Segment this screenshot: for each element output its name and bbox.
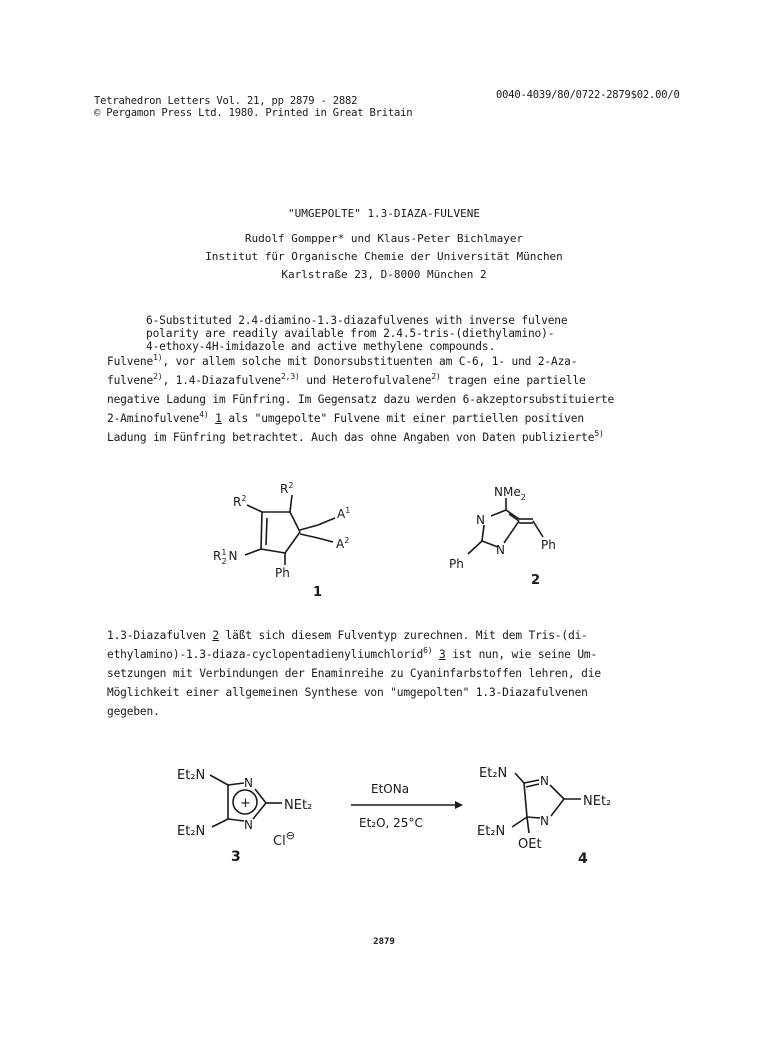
- s3-chloride: Cl⊖: [273, 829, 295, 849]
- bond: [491, 510, 506, 516]
- bond: [515, 773, 524, 783]
- compound-label-1: 1: [313, 585, 323, 600]
- ref: 2): [431, 372, 441, 381]
- s4-oet: OEt: [518, 837, 542, 852]
- authors: Rudolf Gompper* und Klaus-Peter Bichlmayer: [244, 232, 524, 245]
- text: , vor allem solche mit Donorsubstituenten am C-6, 1- und 2-Aza-: [162, 355, 578, 368]
- paragraph-1: [107, 352, 614, 447]
- ref: 6): [423, 646, 433, 655]
- s4-et2n-bottom: Et₂N: [477, 824, 506, 839]
- bond: [300, 525, 318, 530]
- bond: [533, 521, 543, 537]
- reagent: EtONa: [371, 782, 410, 796]
- ref: 2): [153, 372, 163, 381]
- bond: [526, 784, 539, 787]
- s2-nme2: NMe$_2$: [494, 485, 526, 502]
- abstract-line-3: 4-ethoxy-4H-imidazole and active methylene compounds.: [146, 340, 496, 353]
- compound-ref: 1: [215, 412, 222, 425]
- article-code: 0040-4039/80/0722-2879$02.00/0: [496, 89, 680, 101]
- text: gegeben.: [107, 705, 160, 718]
- s2-ph-left: Ph: [449, 557, 464, 571]
- ref: 2,3): [281, 372, 300, 381]
- institute: Institut für Organische Chemie der Universität München: [205, 250, 563, 263]
- s1-a1: $A^1$: [337, 506, 351, 521]
- s3-plus-charge: +: [240, 796, 251, 811]
- structures-top: [0, 470, 768, 600]
- compound-label-4: 4: [578, 851, 588, 867]
- s1-a2: $A^2$: [336, 536, 350, 551]
- text: als "umgepolte" Fulvene mit einer partiellen positiven: [221, 412, 584, 425]
- bond: [290, 495, 292, 512]
- s3-n-top: N: [244, 776, 253, 790]
- s3-net2: NEt₂: [284, 798, 313, 813]
- copyright-line: © Pergamon Press Ltd. 1980. Printed in Great Britain: [94, 107, 413, 119]
- bond: [527, 817, 529, 833]
- text: tragen eine partielle: [440, 374, 586, 387]
- compound-label-2: 2: [531, 573, 541, 588]
- s3-et2n-bottom: Et₂N: [177, 824, 206, 839]
- bond: [212, 819, 228, 827]
- bond: [285, 532, 300, 553]
- bond: [524, 780, 539, 783]
- bond: [228, 819, 244, 821]
- compound-ref: 2: [212, 629, 219, 642]
- bond: [245, 549, 261, 555]
- bond: [318, 518, 335, 525]
- paragraph-2: [107, 626, 601, 721]
- text: Möglichkeit einer allgemeinen Synthese von "umgepolten" 1.3-Diazafulvenen: [107, 686, 588, 699]
- s3-n-bottom: N: [244, 818, 253, 832]
- text: ethylamino)-1.3-diaza-cyclopentadienyliumchlorid: [107, 648, 424, 661]
- text: ist nun, wie seine Um-: [445, 648, 598, 661]
- compound-label-3: 3: [231, 849, 241, 865]
- bond: [210, 775, 228, 785]
- s4-net2: NEt₂: [583, 794, 612, 809]
- bond: [504, 521, 519, 543]
- reaction-scheme: [0, 755, 768, 885]
- bond: [551, 799, 564, 816]
- s4-n-bottom: N: [540, 814, 549, 828]
- s1-r1-amine: $R^1$ 2 N: [213, 548, 238, 566]
- bond: [524, 783, 527, 817]
- bond: [290, 512, 300, 532]
- bond: [468, 541, 482, 554]
- text: 2-Aminofulvene: [107, 412, 200, 425]
- s1-ph: Ph: [275, 566, 290, 580]
- s2-ph-right: Ph: [541, 538, 556, 552]
- structure-1: [245, 495, 335, 565]
- article-title: "UMGEPOLTE" 1.3-DIAZA-FULVENE: [287, 207, 481, 220]
- text: negative Ladung im Fünfring. Im Gegensatz dazu werden 6-akzeptorsubstituierte: [107, 393, 615, 406]
- bond: [228, 783, 244, 785]
- journal-line: Tetrahedron Letters Vol. 21, pp 2879 - 2882: [94, 95, 358, 107]
- bond: [247, 505, 262, 512]
- s4-n-top: N: [540, 774, 549, 788]
- text: 1.3-Diazafulven: [107, 629, 213, 642]
- bond: [266, 518, 267, 545]
- arrow-head: [455, 801, 463, 809]
- abstract: [146, 301, 567, 353]
- bond: [253, 803, 266, 819]
- bond: [261, 512, 262, 549]
- bond: [300, 534, 318, 538]
- abstract-line-2: polarity are readily available from 2.4.5-tris-(diethylamino)-: [146, 327, 555, 340]
- bond: [527, 817, 540, 818]
- s2-n-bottom: N: [496, 543, 505, 557]
- bond: [506, 510, 519, 519]
- text: fulvene: [107, 374, 154, 387]
- compound-ref: 3: [439, 648, 446, 661]
- conditions: Et₂O, 25°C: [359, 816, 423, 830]
- ref: 4): [199, 410, 209, 419]
- bond: [318, 538, 333, 542]
- s4-et2n-top: Et₂N: [479, 766, 508, 781]
- s2-n-top: N: [476, 513, 485, 527]
- s3-et2n-top: Et₂N: [177, 768, 206, 783]
- text: , 1.4-Diazafulvene: [162, 374, 281, 387]
- abstract-line-1: 6-Substituted 2.4-diamino-1.3-diazafulvenes with inverse fulvene: [146, 314, 568, 327]
- ref: 1): [153, 353, 163, 362]
- s1-r2-left: $R^2$: [233, 494, 247, 509]
- text: läßt sich diesem Fulventyp zurechnen. Mit dem Tris-(di-: [218, 629, 588, 642]
- text: Fulvene: [107, 355, 154, 368]
- bond: [550, 785, 564, 799]
- s1-r2-top: $R^2$: [280, 481, 294, 496]
- page-number: 2879: [373, 937, 395, 947]
- text: Ladung im Fünfring betrachtet. Auch das ohne Angaben von Daten publizierte: [107, 431, 595, 444]
- bond: [482, 525, 484, 541]
- bond: [512, 817, 527, 827]
- bond: [261, 549, 285, 553]
- text: setzungen mit Verbindungen der Enaminreihe zu Cyaninfarbstoffen lehren, die: [107, 667, 601, 680]
- ref: 5): [594, 429, 604, 438]
- address: Karlstraße 23, D-8000 München 2: [281, 268, 487, 281]
- text: und Heterofulvalene: [299, 374, 432, 387]
